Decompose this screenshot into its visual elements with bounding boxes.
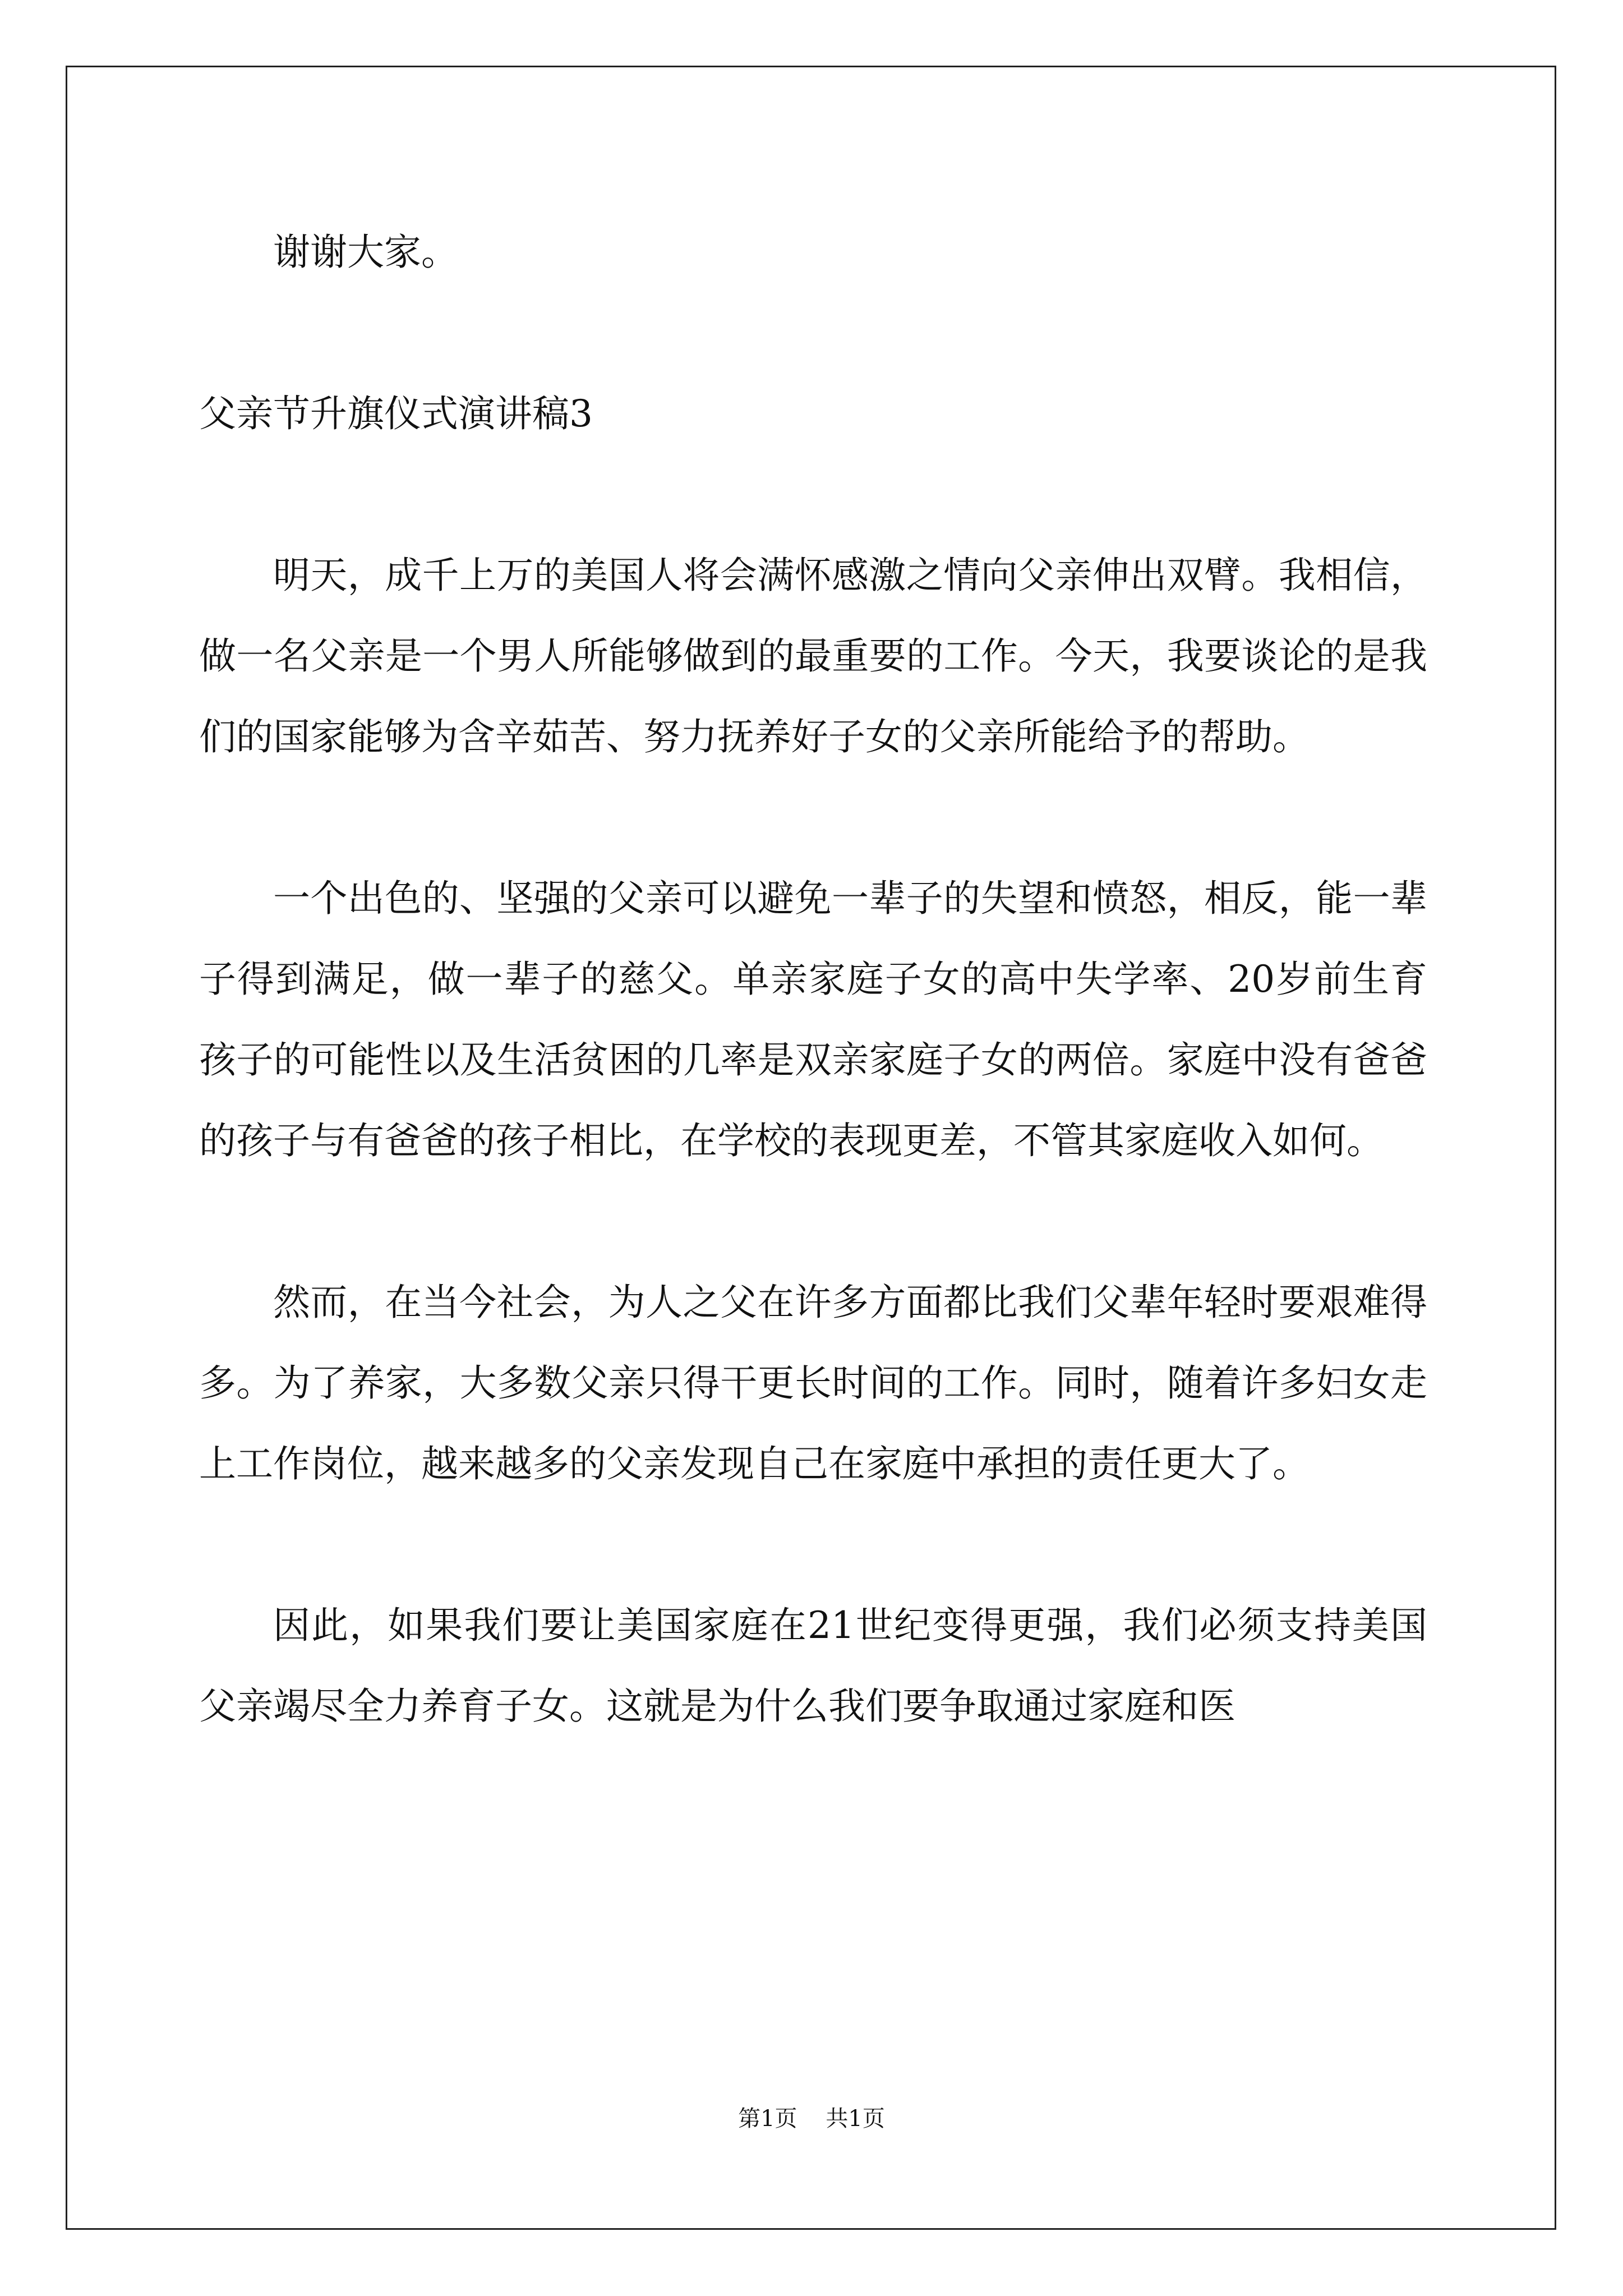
total-pages: 共1页 bbox=[826, 2106, 885, 2132]
paragraph-3: 然而，在当今社会，为人之父在许多方面都比我们父辈年轻时要艰难得多。为了养家，大多数父亲只得干更长时间的工作。同时，随着许多妇女走上工作岗位，越来越多的父亲发现自己在家庭中承担的责任更大了。 bbox=[199, 1281, 1427, 1485]
page-footer bbox=[0, 2102, 1623, 2136]
paragraph-2: 一个出色的、坚强的父亲可以避免一辈子的失望和愤怒，相反，能一辈子得到满足，做一辈子的慈父。单亲家庭子女的高中失学率、20岁前生育孩子的可能性以及生活贫困的几率是双亲家庭子女的两倍。家庭中没有爸爸的孩子与有爸爸的孩子相比，在学校的表现更差，不管其家庭收入如何。 bbox=[199, 877, 1427, 1162]
closing-line: 谢谢大家。 bbox=[273, 231, 458, 274]
document-body bbox=[199, 212, 1427, 1747]
page-number: 第1页 bbox=[738, 2106, 797, 2132]
paragraph-4: 因此，如果我们要让美国家庭在21世纪变得更强，我们必须支持美国父亲竭尽全力养育子女。这就是为什么我们要争取通过家庭和医 bbox=[199, 1604, 1427, 1728]
paragraph-1: 明天，成千上万的美国人将会满怀感激之情向父亲伸出双臂。我相信，做一名父亲是一个男人所能够做到的最重要的工作。今天，我要谈论的是我们的国家能够为含辛茹苦、努力抚养好子女的父亲所能给予的帮助。 bbox=[199, 554, 1427, 758]
section-heading: 父亲节升旗仪式演讲稿3 bbox=[199, 392, 593, 435]
